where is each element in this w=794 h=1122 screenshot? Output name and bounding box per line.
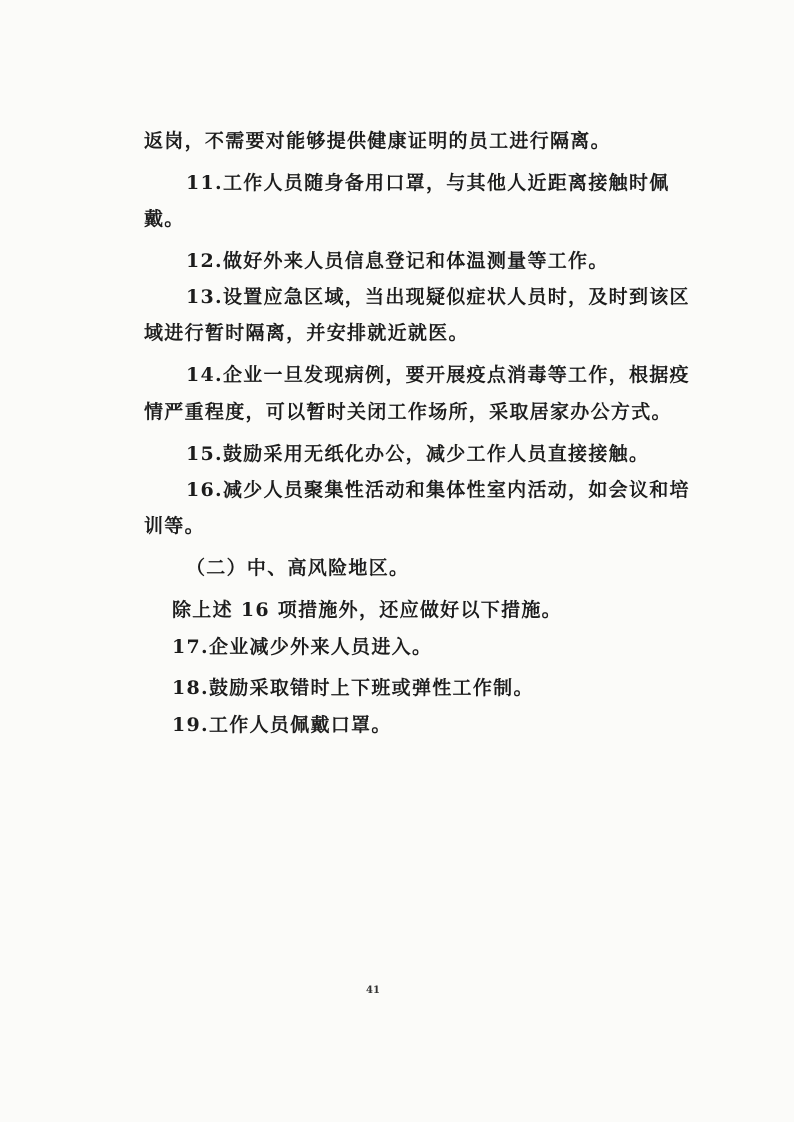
paragraph-line: 情严重程度，可以暂时关闭工作场所，采取居家办公方式。	[144, 401, 672, 423]
paragraph-line: 除上述 16 项措施外，还应做好以下措施。	[172, 599, 562, 621]
paragraph-line: 戴。	[144, 208, 185, 230]
paragraph-line: 16.减少人员聚集性活动和集体性室内活动，如会议和培	[186, 479, 690, 501]
paragraph-line: 返岗，不需要对能够提供健康证明的员工进行隔离。	[144, 130, 611, 152]
paragraph-line: 14.企业一旦发现病例，要开展疫点消毒等工作，根据疫	[186, 364, 690, 386]
paragraph-line: 11.工作人员随身备用口罩，与其他人近距离接触时佩	[186, 172, 670, 194]
paragraph-line: 18.鼓励采取错时上下班或弹性工作制。	[172, 677, 534, 699]
paragraph-line: 13.设置应急区域，当出现疑似症状人员时，及时到该区	[186, 286, 690, 308]
page-number: 41	[366, 985, 380, 996]
paragraph-line: 19.工作人员佩戴口罩。	[172, 714, 392, 736]
paragraph-line: 域进行暂时隔离，并安排就近就医。	[144, 322, 469, 344]
paragraph-line: 15.鼓励采用无纸化办公，减少工作人员直接接触。	[186, 443, 650, 465]
section-heading: （二）中、高风险地区。	[186, 557, 410, 579]
paragraph-line: 训等。	[144, 515, 205, 537]
paragraph-line: 17.企业减少外来人员进入。	[172, 636, 433, 658]
paragraph-line: 12.做好外来人员信息登记和体温测量等工作。	[186, 250, 609, 272]
